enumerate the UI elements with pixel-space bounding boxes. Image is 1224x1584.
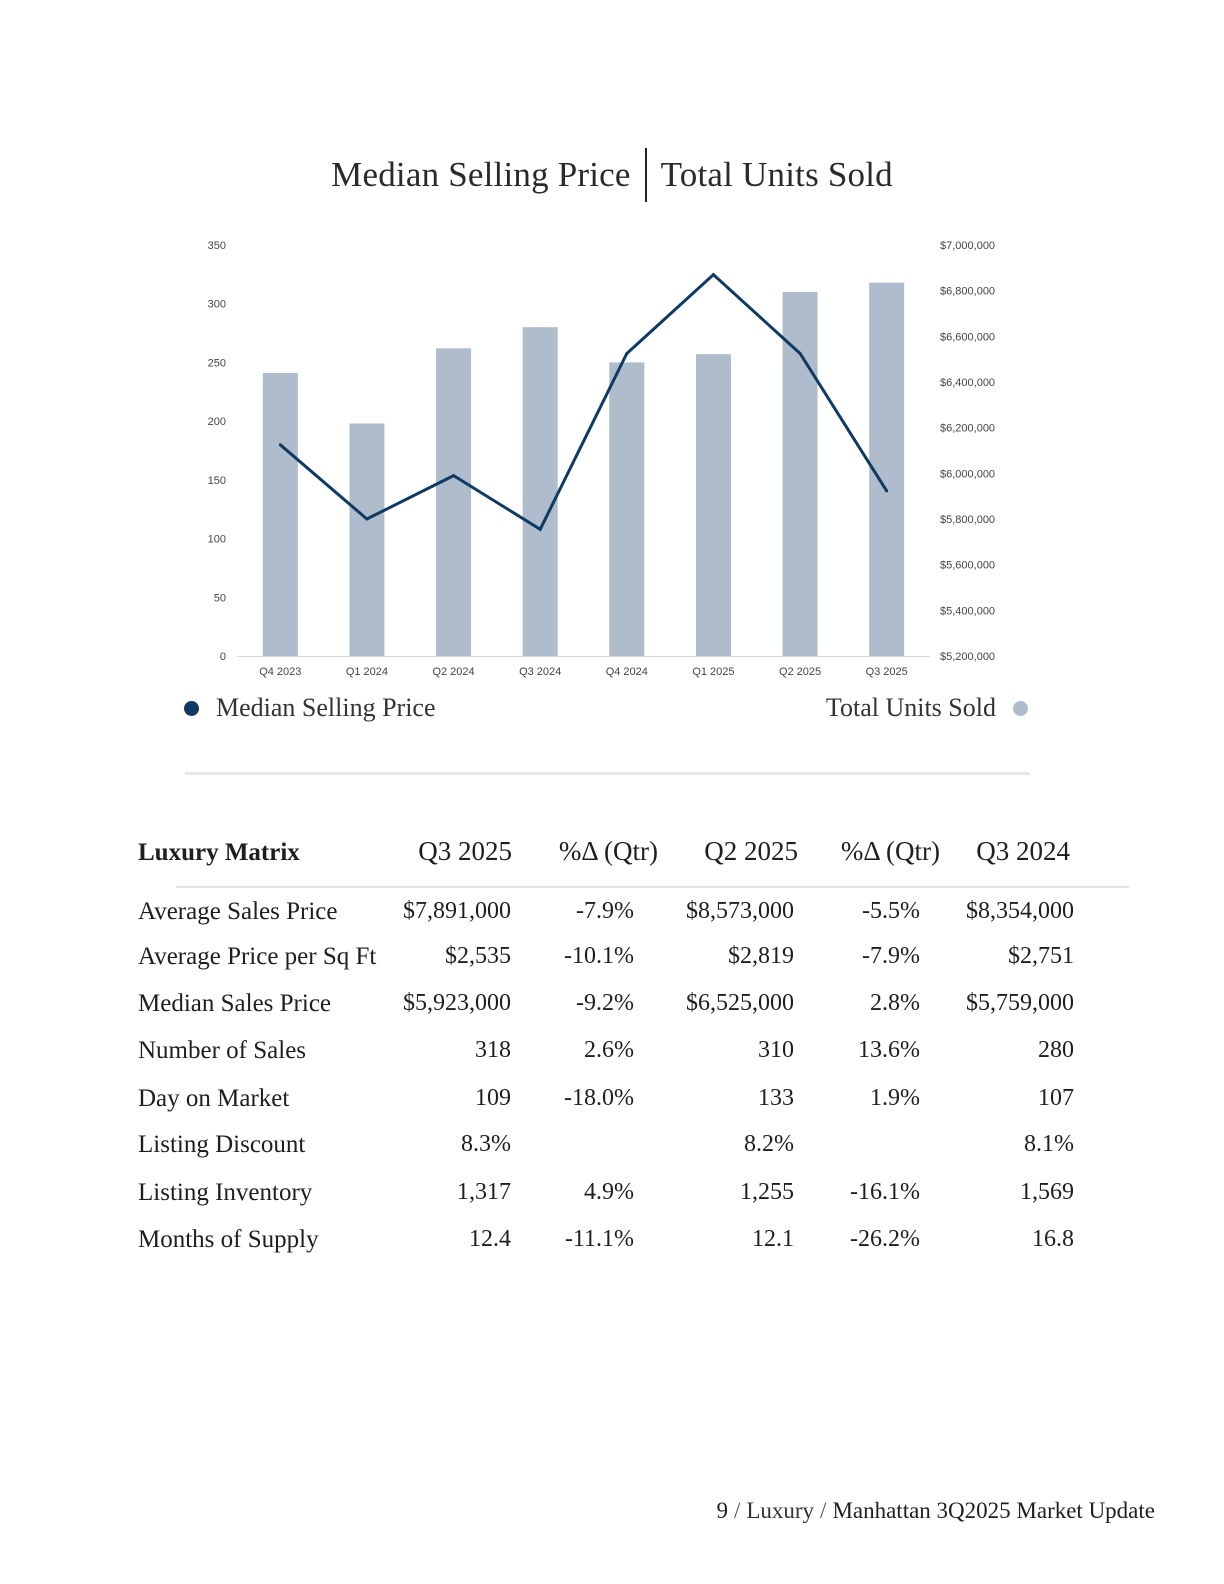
footer-separator: / <box>820 1498 827 1523</box>
x-axis-tick-label: Q3 2025 <box>865 666 908 678</box>
x-axis-tick-label: Q3 2024 <box>519 666 562 678</box>
bar-units-sold <box>609 362 644 656</box>
cell-q3-2024: $2,751 <box>1008 943 1074 969</box>
cell-q3-2025: 318 <box>475 1037 511 1063</box>
cell-q3-2025: 109 <box>475 1085 511 1111</box>
cell-change-2: 13.6% <box>858 1037 920 1063</box>
line-point-median-selling-price <box>625 352 628 355</box>
cell-q3-2025: 12.4 <box>469 1226 511 1252</box>
right-axis-tick-label: $6,000,000 <box>940 468 996 481</box>
cell-q3-2025: $7,891,000 <box>403 898 511 924</box>
left-axis-tick-label: 250 <box>207 357 226 370</box>
matrix-title: Luxury Matrix <box>138 839 300 866</box>
right-axis-tick-label: $7,000,000 <box>940 240 996 252</box>
cell-q3-2025: $5,923,000 <box>403 990 511 1016</box>
cell-change-2: 2.8% <box>870 990 920 1016</box>
right-axis-tick-label: $5,600,000 <box>940 559 996 572</box>
section-divider <box>185 772 1030 775</box>
page-number: 9 <box>716 1498 728 1523</box>
legend-median-price <box>184 693 436 723</box>
cell-change-1: 4.9% <box>584 1179 634 1205</box>
cell-q2-2025: 12.1 <box>752 1226 794 1252</box>
cell-q3-2024: 1,569 <box>1020 1179 1074 1205</box>
x-axis-tick-label: Q4 2023 <box>259 666 302 678</box>
cell-change-1: -7.9% <box>576 898 634 924</box>
bar-units-sold <box>349 423 384 656</box>
combo-chart <box>0 225 1224 695</box>
column-header-change-1: %Δ (Qtr) <box>558 836 658 866</box>
line-point-median-selling-price <box>452 474 455 477</box>
column-header-q2-2025: Q2 2025 <box>704 836 798 866</box>
left-axis-tick-label: 350 <box>207 240 226 252</box>
header-rule <box>176 886 1129 888</box>
cell-change-2: 1.9% <box>870 1085 920 1111</box>
right-axis-tick-label: $6,600,000 <box>940 331 996 344</box>
table-row <box>0 1037 1224 1077</box>
footer-separator: / <box>733 1498 741 1523</box>
cell-change-1: -11.1% <box>564 1226 634 1252</box>
bar-units-sold <box>523 327 558 656</box>
line-point-median-selling-price <box>365 518 368 521</box>
cell-change-1: -18.0% <box>564 1085 634 1111</box>
row-label: Listing Inventory <box>138 1179 313 1206</box>
table-row <box>0 1085 1224 1125</box>
table-row <box>0 1131 1224 1171</box>
legend-line-label: Median Selling Price <box>216 693 436 722</box>
left-axis-tick-label: 150 <box>207 474 226 487</box>
legend-line-marker <box>184 701 199 716</box>
section-name: Luxury <box>746 1498 815 1523</box>
row-label: Months of Supply <box>138 1226 319 1253</box>
row-label: Median Sales Price <box>138 990 332 1017</box>
row-label: Day on Market <box>138 1085 290 1112</box>
left-axis-tick-label: 200 <box>207 416 226 429</box>
x-axis-tick-label: Q2 2025 <box>778 666 822 678</box>
bar-units-sold <box>436 348 471 656</box>
title-divider <box>645 148 647 202</box>
table-row <box>0 1226 1224 1266</box>
right-axis-tick-label: $5,200,000 <box>940 651 996 663</box>
line-point-median-selling-price <box>799 352 802 355</box>
cell-q2-2025: 8.2% <box>744 1131 794 1157</box>
cell-change-2: -5.5% <box>862 898 920 924</box>
table-row <box>0 1179 1224 1219</box>
right-axis-tick-label: $6,200,000 <box>940 422 996 435</box>
line-point-median-selling-price <box>712 273 715 276</box>
chart-title <box>0 148 1224 202</box>
cell-q3-2025: 1,317 <box>457 1179 511 1205</box>
cell-change-2: -26.2% <box>850 1226 920 1252</box>
line-point-median-selling-price <box>539 528 542 531</box>
cell-change-1: -9.2% <box>576 990 634 1016</box>
cell-change-1: 2.6% <box>584 1037 634 1063</box>
table-row <box>0 898 1224 938</box>
cell-q2-2025: $8,573,000 <box>686 898 794 924</box>
right-axis-tick-label: $6,400,000 <box>940 377 996 389</box>
column-header-change-2: %Δ (Qtr) <box>840 836 940 866</box>
x-axis-tick-label: Q2 2024 <box>432 666 475 678</box>
x-axis-tick-label: Q1 2024 <box>345 666 389 678</box>
right-axis-tick-label: $6,800,000 <box>940 285 996 298</box>
table-row <box>0 990 1224 1030</box>
cell-change-2: -7.9% <box>862 943 920 969</box>
cell-q3-2024: 16.8 <box>1032 1226 1074 1252</box>
left-axis-tick-label: 50 <box>213 592 226 605</box>
x-axis-tick-label: Q1 2025 <box>692 666 735 678</box>
legend-units-sold <box>826 693 1028 723</box>
row-label: Average Price per Sq Ft <box>138 943 377 970</box>
cell-q2-2025: $6,525,000 <box>686 990 794 1016</box>
page-footer <box>716 1498 1155 1524</box>
bar-units-sold <box>263 373 298 656</box>
row-label: Number of Sales <box>138 1037 307 1064</box>
bar-units-sold <box>783 292 818 656</box>
column-header-q3-2024: Q3 2024 <box>976 836 1070 866</box>
x-axis-tick-label: Q4 2024 <box>605 666 648 678</box>
cell-q2-2025: 1,255 <box>740 1179 794 1205</box>
chart-title-left: Median Selling Price <box>331 155 631 194</box>
line-point-median-selling-price <box>279 443 282 446</box>
cell-q3-2025: $2,535 <box>445 943 511 969</box>
chart-title-right: Total Units Sold <box>660 155 893 194</box>
left-axis-tick-label: 100 <box>207 533 226 546</box>
cell-q3-2024: 8.1% <box>1024 1131 1074 1157</box>
bar-units-sold <box>696 354 731 656</box>
cell-change-2: -16.1% <box>850 1179 920 1205</box>
left-axis-tick-label: 0 <box>219 651 226 663</box>
cell-q3-2025: 8.3% <box>461 1131 511 1157</box>
publication-title: Manhattan 3Q2025 Market Update <box>832 1498 1155 1523</box>
cell-change-1: -10.1% <box>564 943 634 969</box>
legend-bar-marker <box>1013 701 1028 716</box>
cell-q3-2024: $5,759,000 <box>966 990 1074 1016</box>
cell-q2-2025: 310 <box>758 1037 794 1063</box>
cell-q2-2025: $2,819 <box>728 943 794 969</box>
right-axis-tick-label: $5,400,000 <box>940 605 996 618</box>
cell-q3-2024: 107 <box>1038 1085 1074 1111</box>
cell-q3-2024: $8,354,000 <box>966 898 1074 924</box>
right-axis-tick-label: $5,800,000 <box>940 514 996 526</box>
legend-bar-label: Total Units Sold <box>825 693 996 722</box>
left-axis-tick-label: 300 <box>207 298 226 311</box>
cell-q2-2025: 133 <box>758 1085 794 1111</box>
column-header-q3-2025: Q3 2025 <box>418 836 512 866</box>
row-label: Listing Discount <box>138 1131 306 1158</box>
line-point-median-selling-price <box>885 489 888 492</box>
table-row <box>0 943 1224 983</box>
row-label: Average Sales Price <box>138 898 338 925</box>
cell-q3-2024: 280 <box>1038 1037 1074 1063</box>
